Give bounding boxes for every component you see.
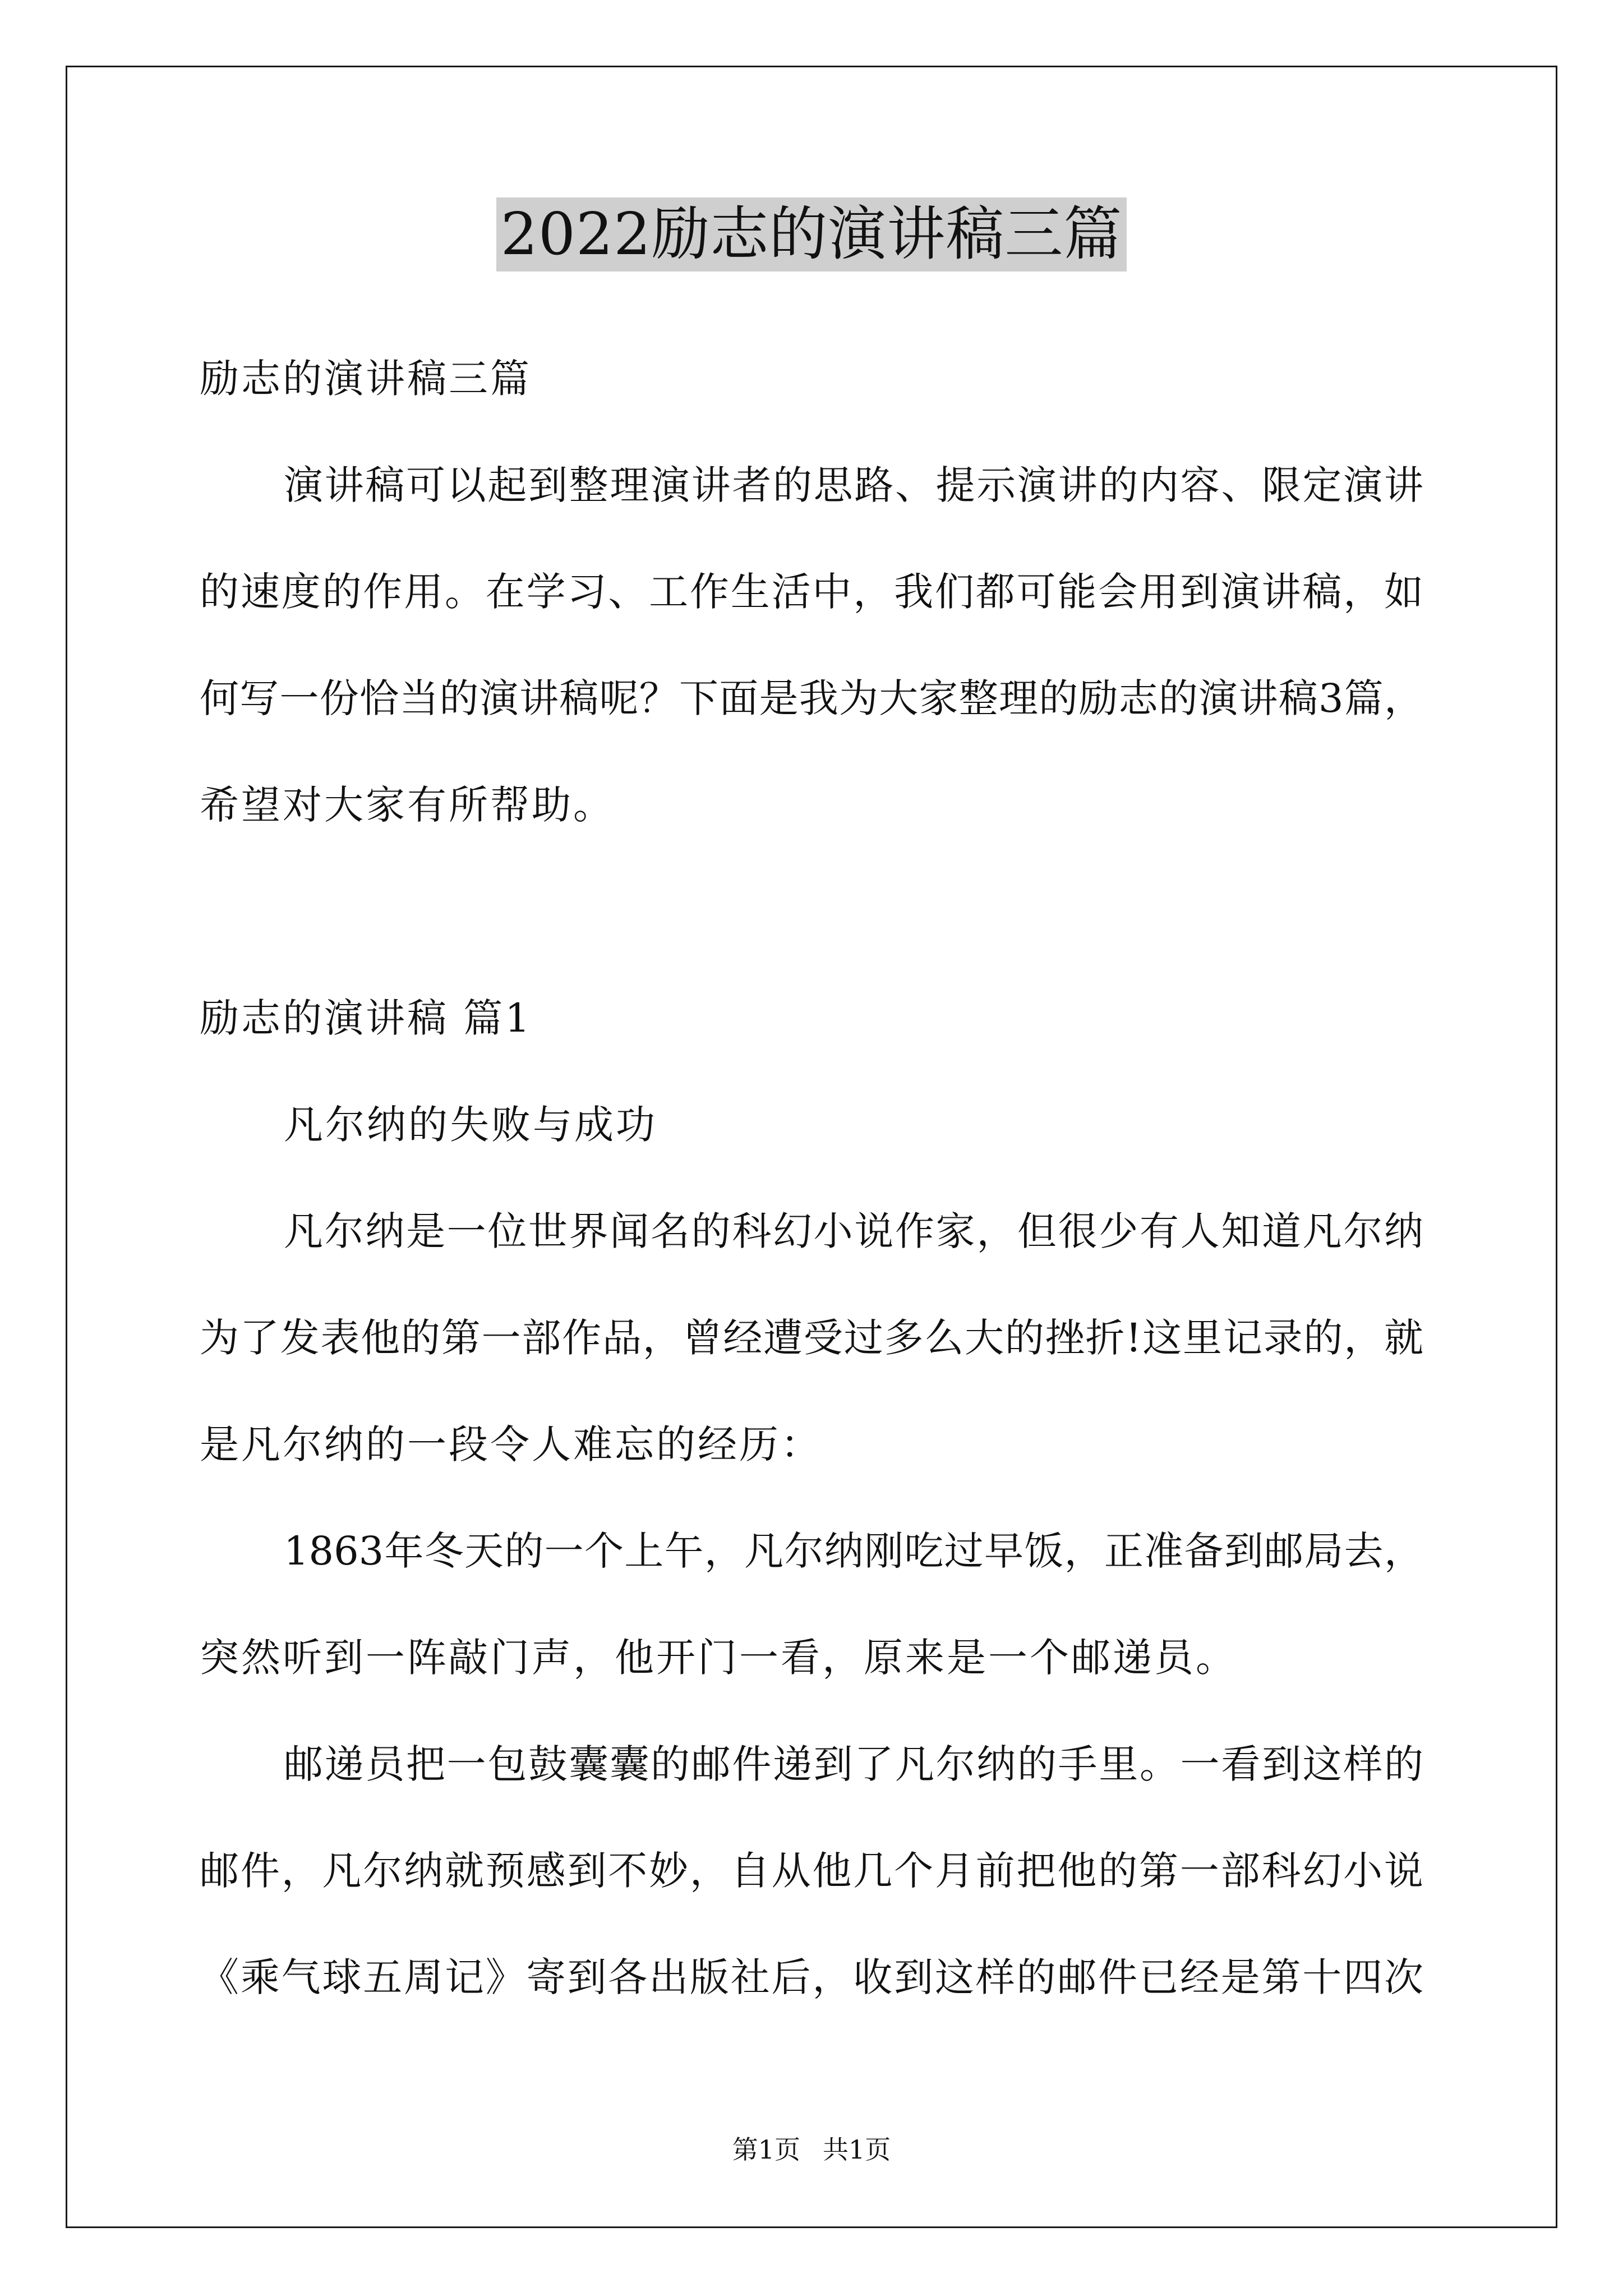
body-line: 邮件，凡尔纳就预感到不妙，自从他几个月前把他的第一部科幻小说 [200,1848,1423,1894]
article-title: 凡尔纳的失败与成功 [284,1102,657,1148]
body-line: 《乘气球五周记》寄到各出版社后，收到这样的邮件已经是第十四次 [200,1954,1423,2000]
body-line: 凡尔纳是一位世界闻名的科幻小说作家，但很少有人知道凡尔纳 [284,1208,1423,1254]
subsection-heading: 励志的演讲稿 篇1 [200,995,532,1041]
body-line: 1863年冬天的一个上午，凡尔纳刚吃过早饭，正准备到邮局去， [284,1528,1423,1574]
section-heading: 励志的演讲稿三篇 [200,356,532,402]
body-line: 是凡尔纳的一段令人难忘的经历： [200,1421,822,1467]
body-line: 演讲稿可以起到整理演讲者的思路、提示演讲的内容、限定演讲 [284,462,1423,508]
body-line: 何写一份恰当的演讲稿呢？下面是我为大家整理的励志的演讲稿3篇， [200,675,1423,721]
body-line: 希望对大家有所帮助。 [200,782,615,828]
title-container [0,197,1623,272]
page-footer [0,2133,1623,2166]
body-line: 突然听到一阵敲门声，他开门一看，原来是一个邮递员。 [200,1635,1237,1681]
body-line: 为了发表他的第一部作品，曾经遭受过多么大的挫折!这里记录的，就 [200,1315,1423,1361]
document-title: 2022励志的演讲稿三篇 [496,197,1127,272]
page-total: 共1页 [823,2134,891,2165]
page-number: 第1页 [732,2134,800,2165]
body-line: 的速度的作用。在学习、工作生活中，我们都可能会用到演讲稿，如 [200,569,1423,615]
body-line: 邮递员把一包鼓囊囊的邮件递到了凡尔纳的手里。一看到这样的 [284,1741,1423,1787]
